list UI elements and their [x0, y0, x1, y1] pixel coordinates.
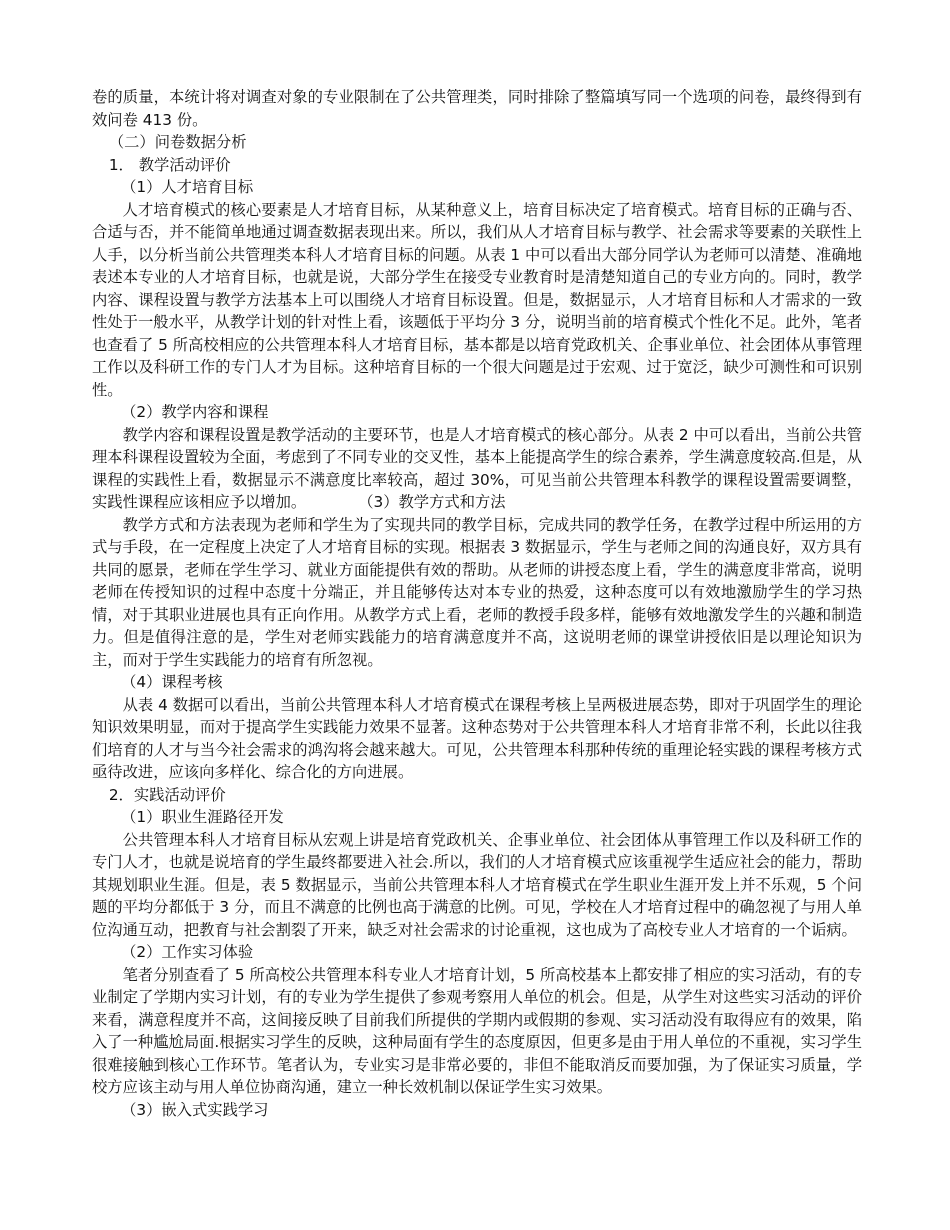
heading-embedded-practice: （3）嵌入式实践学习	[121, 1100, 269, 1119]
heading-teaching-method: （3）教学方式和方法	[358, 493, 506, 511]
paragraph-course-exam: 从表 4 数据可以看出，当前公共管理本科人才培育模式在课程考核上呈两极进展态势，即对于巩固学生的理论知识效果明显，而对于提高学生实践能力效果不显著。这种态势对于公共管理本科人才培育非常不利，长此以往我们培育的人才与当今社会需求的鸿沟将会越来越大。可见，公共管理本科那种传统的重理论轻实践的课程考核方式亟待改进，应该向多样化、综合化的方向进展。	[92, 695, 862, 781]
paragraph-talent-goal: 人才培育模式的核心要素是人才培育目标，从某种意义上，培育目标决定了培育模式。培育目标的正确与否、合适与否，并不能简单地通过调查数据表现出来。所以，我们从人才培育目标与教学、社会需求等要素的关联性上人手，以分析当前公共管理类本科人才培育目标的问题。从表 1 中可以看出大部分同学认为老师可以清楚、准确地表述本专业的人才培育目标，也就是说，大部分学生在接受专业教育时是清楚知道自己的专业方向的。同时，教学内容、课程设置与教学方法基本上可以围绕人才培育目标设置。但是，数据显示，人才培育目标和人才需求的一致性处于一般水平，从教学计划的针对性上看，该题低于平均分 3 分，说明当前的培育模式个性化不足。此外，笔者也查看了 5 所高校相应的公共管理本科人才培育目标，基本都是以培育党政机关、企事业单位、社会团体从事管理工作以及科研工作的专门人才为目标。这种培育目标的一个很大问题是过于宏观、过于宽泛，缺少可测性和可识别性。	[92, 200, 862, 399]
heading-course-exam: （4）课程考核	[121, 673, 223, 691]
paragraph-teaching-content-text: 教学内容和课程设置是教学活动的主要环节，也是人才培育模式的核心部分。从表 2 中可以看出，当前公共管理本科课程设置较为全面，考虑到了不同专业的交叉性，基本上能提高学生的综合素养，学生满意度较高.但是，从课程的实践性上看，数据显示不满意度比率较高，超过 30%，可见当前公共管理本科教学的课程设置需要调整，实践性课程应该相应予以增加。	[92, 425, 862, 511]
heading-practice-evaluation: 2．实践活动评价	[108, 785, 226, 804]
document-page	[92, 86, 862, 1121]
paragraph-career-development: 公共管理本科人才培育目标从宏观上讲是培育党政机关、企事业单位、社会团体从事管理工作以及科研工作的专门人才，也就是说培育的学生最终都要进入社会.所以，我们的人才培育模式应该重视学生适应社会的能力，帮助其规划职业生涯。但是，表 5 数据显示，当前公共管理本科人才培育模式在学生职业生涯开发上并不乐观，5 个问题的平均分都低于 3 分，而且不满意的比例也高于满意的比例。可见，学校在人才培育过程中的确忽视了与用人单位沟通互动，把教育与社会割裂了开来，缺乏对社会需求的讨论重视，这也成为了高校专业人才培育的一个诟病。	[92, 830, 862, 939]
heading-teaching-content: （2）教学内容和课程	[121, 403, 269, 421]
paragraph-internship: 笔者分别查看了 5 所高校公共管理本科专业人才培育计划，5 所高校基本上都安排了相应的实习活动，有的专业制定了学期内实习计划，有的专业为学生提供了参观考察用人单位的机会。但是，从学生对这些实习活动的评价来看，满意程度并不高，这间接反映了目前我们所提供的学期内或假期的参观、实习活动没有取得应有的效果，陷入了一种尴尬局面.根据实习学生的反映，这种局面有学生的态度原因，但更多是由于用人单位的不重视，实习学生很难接触到核心工作环节。笔者认为，专业实习是非常必要的，非但不能取消反而要加强，为了保证实习质量，学校方应该主动与用人单位协商沟通，建立一种长效机制以保证学生实习效果。	[92, 965, 862, 1096]
paragraph-teaching-method: 教学方式和方法表现为老师和学生为了实现共同的教学目标，完成共同的教学任务，在教学过程中所运用的方式与手段，在一定程度上决定了人才培育目标的实现。根据表 3 数据显示，学生与老师之间的沟通良好，双方具有共同的愿景，老师在学生学习、就业方面能提供有效的帮助。从老师的讲授态度上看，学生的满意度非常高，说明老师在传授知识的过程中态度十分端正，并且能够传达对本专业的热爱，这种态度可以有效地激励学生的学习热情，对于其职业进展也具有正向作用。从教学方式上看，老师的教授手段多样，能够有效地激发学生的兴趣和制造力。但是值得注意的是，学生对老师实践能力的培育满意度并不高，这说明老师的课堂讲授依旧是以理论知识为主，而对于学生实践能力的培育有所忽视。	[92, 515, 862, 669]
paragraph-intro: 卷的质量，本统计将对调查对象的专业限制在了公共管理类，同时排除了整篇填写同一个选项的问卷，最终得到有效问卷 413 份。	[92, 88, 862, 129]
heading-internship: （2）工作实习体验	[121, 943, 254, 961]
section-heading-questionnaire-analysis: （二）问卷数据分析	[108, 133, 247, 151]
paragraph-teaching-content	[92, 424, 862, 514]
heading-talent-goal: （1）人才培育目标	[121, 178, 254, 196]
heading-teaching-evaluation: 1． 教学活动评价	[108, 155, 231, 174]
heading-career-development: （1）职业生涯路径开发	[121, 808, 284, 826]
